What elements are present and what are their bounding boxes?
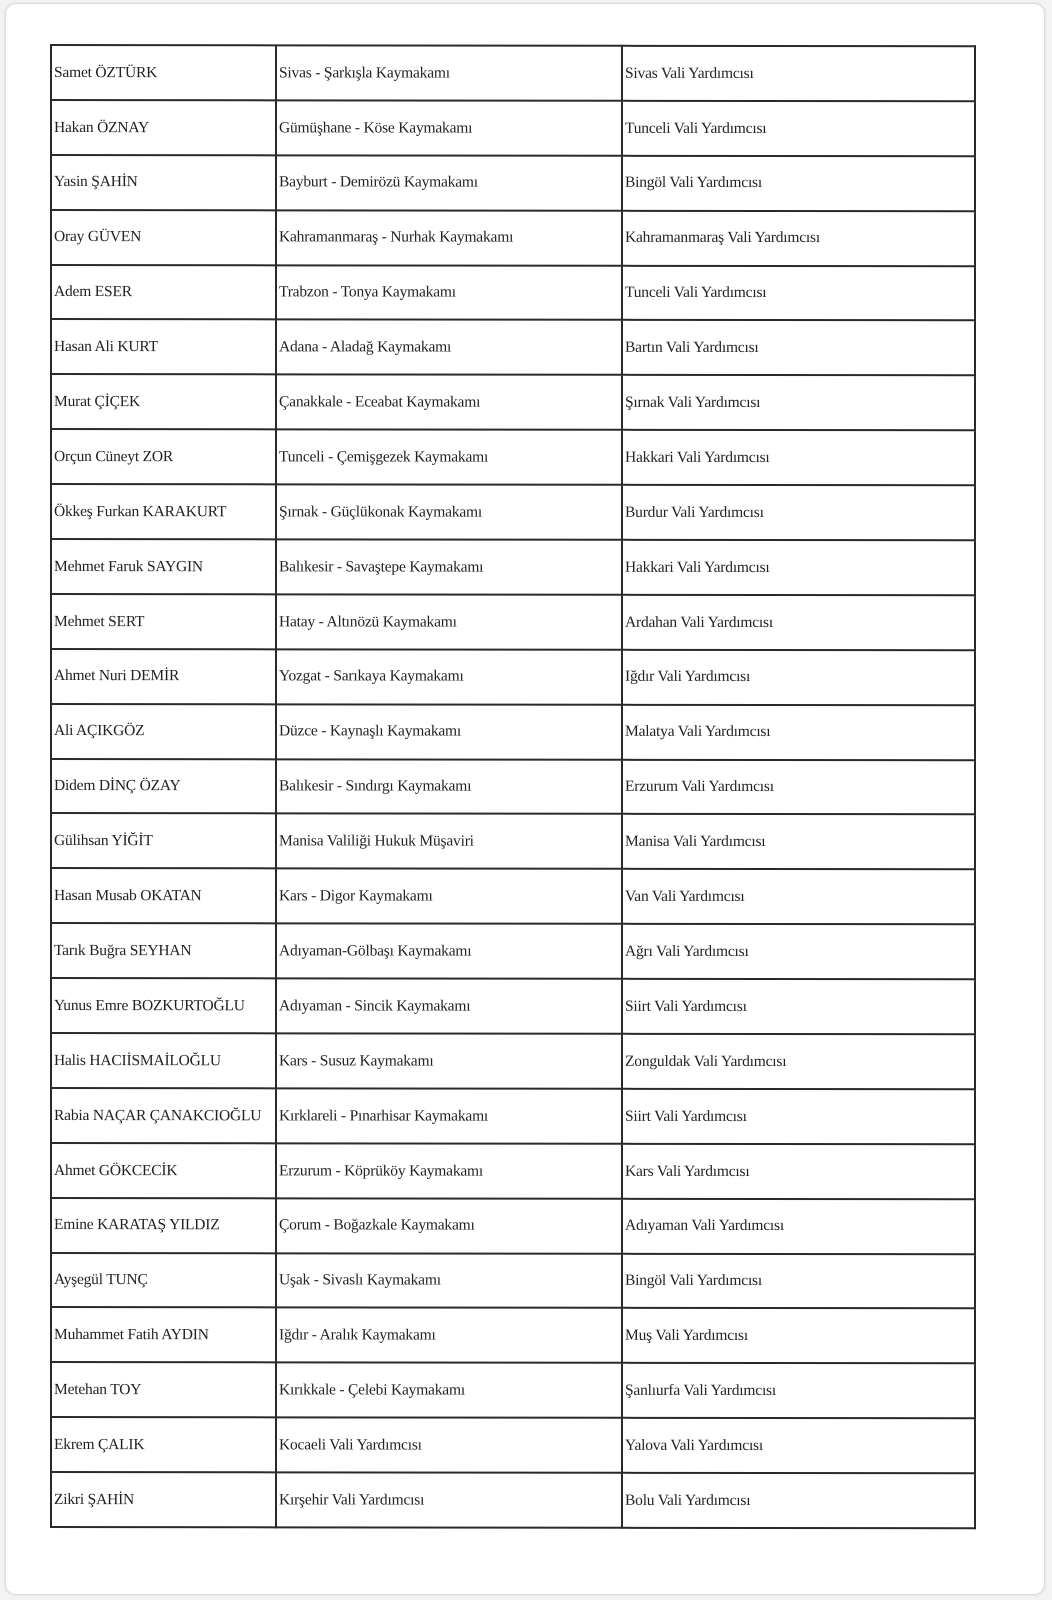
table-body (51, 45, 975, 1528)
current-position-cell: Yozgat - Sarıkaya Kaymakamı (276, 649, 622, 704)
person-name-cell: Metehan TOY (51, 1362, 276, 1417)
person-name-cell: Samet ÖZTÜRK (51, 45, 276, 100)
person-name-cell: Murat ÇİÇEK (51, 374, 276, 429)
new-position-cell: Muş Vali Yardımcısı (622, 1308, 975, 1363)
table-row (51, 45, 975, 101)
current-position-cell: Kars - Digor Kaymakamı (276, 869, 622, 924)
table-row (51, 1362, 975, 1418)
current-position-cell: Hatay - Altınözü Kaymakamı (276, 594, 622, 649)
new-position-cell: Şanlıurfa Vali Yardımcısı (622, 1363, 975, 1418)
current-position-cell: Adana - Aladağ Kaymakamı (276, 320, 622, 375)
new-position-cell: Bingöl Vali Yardımcısı (622, 1253, 975, 1308)
new-position-cell: Malatya Vali Yardımcısı (622, 704, 975, 759)
current-position-cell: Manisa Valiliği Hukuk Müşaviri (276, 814, 622, 869)
new-position-cell: Kars Vali Yardımcısı (622, 1144, 975, 1199)
current-position-cell: Tunceli - Çemişgezek Kaymakamı (276, 430, 622, 485)
new-position-cell: Şırnak Vali Yardımcısı (622, 375, 975, 430)
appointments-table (50, 44, 976, 1529)
person-name-cell: Adem ESER (51, 265, 276, 320)
current-position-cell: Çanakkale - Eceabat Kaymakamı (276, 375, 622, 430)
new-position-cell: Siirt Vali Yardımcısı (622, 1089, 975, 1144)
person-name-cell: Oray GÜVEN (51, 210, 276, 265)
current-position-cell: Adıyaman-Gölbaşı Kaymakamı (276, 924, 622, 979)
person-name-cell: Ökkeş Furkan KARAKURT (51, 484, 276, 539)
current-position-cell: Erzurum - Köprüköy Kaymakamı (276, 1143, 622, 1198)
table-row (51, 319, 975, 375)
new-position-cell: Yalova Vali Yardımcısı (622, 1418, 975, 1473)
table-row (51, 429, 975, 485)
table-row (51, 539, 975, 595)
table-row (51, 813, 975, 869)
table-row (51, 265, 975, 321)
person-name-cell: Gülihsan YİĞİT (51, 813, 276, 868)
person-name-cell: Ekrem ÇALIK (51, 1417, 276, 1472)
current-position-cell: Kırklareli - Pınarhisar Kaymakamı (276, 1088, 622, 1143)
table-row (51, 210, 975, 266)
person-name-cell: Hakan ÖZNAY (51, 100, 276, 155)
table-row (51, 100, 975, 156)
table-row (51, 1143, 975, 1199)
current-position-cell: Kırşehir Vali Yardımcısı (276, 1472, 622, 1527)
table-row (51, 759, 975, 815)
new-position-cell: Tunceli Vali Yardımcısı (622, 265, 975, 320)
person-name-cell: Ahmet GÖKCECİK (51, 1143, 276, 1198)
current-position-cell: Trabzon - Tonya Kaymakamı (276, 265, 622, 320)
current-position-cell: Balıkesir - Sındırgı Kaymakamı (276, 759, 622, 814)
person-name-cell: Didem DİNÇ ÖZAY (51, 759, 276, 814)
table-row (51, 1307, 975, 1363)
new-position-cell: Ağrı Vali Yardımcısı (622, 924, 975, 979)
person-name-cell: Zikri ŞAHİN (51, 1472, 276, 1527)
current-position-cell: Gümüşhane - Köse Kaymakamı (276, 100, 622, 155)
person-name-cell: Halis HACIİSMAİLOĞLU (51, 1033, 276, 1088)
current-position-cell: Çorum - Boğazkale Kaymakamı (276, 1198, 622, 1253)
new-position-cell: Van Vali Yardımcısı (622, 869, 975, 924)
person-name-cell: Mehmet SERT (51, 594, 276, 649)
new-position-cell: Sivas Vali Yardımcısı (622, 46, 975, 101)
current-position-cell: Kars - Susuz Kaymakamı (276, 1033, 622, 1088)
new-position-cell: Iğdır Vali Yardımcısı (622, 650, 975, 705)
person-name-cell: Hasan Musab OKATAN (51, 868, 276, 923)
table-row (51, 704, 975, 760)
new-position-cell: Tunceli Vali Yardımcısı (622, 101, 975, 156)
person-name-cell: Mehmet Faruk SAYGIN (51, 539, 276, 594)
table-row (51, 484, 975, 540)
table-row (51, 1033, 975, 1089)
new-position-cell: Hakkari Vali Yardımcısı (622, 540, 975, 595)
table-row (51, 868, 975, 924)
current-position-cell: Adıyaman - Sincik Kaymakamı (276, 978, 622, 1033)
current-position-cell: Sivas - Şarkışla Kaymakamı (276, 45, 622, 100)
new-position-cell: Hakkari Vali Yardımcısı (622, 430, 975, 485)
table-row (51, 594, 975, 650)
current-position-cell: Kahramanmaraş - Nurhak Kaymakamı (276, 210, 622, 265)
new-position-cell: Kahramanmaraş Vali Yardımcısı (622, 210, 975, 265)
new-position-cell: Burdur Vali Yardımcısı (622, 485, 975, 540)
new-position-cell: Zonguldak Vali Yardımcısı (622, 1034, 975, 1089)
current-position-cell: Uşak - Sivaslı Kaymakamı (276, 1253, 622, 1308)
current-position-cell: Şırnak - Güçlükonak Kaymakamı (276, 484, 622, 539)
table-row (51, 649, 975, 705)
current-position-cell: Bayburt - Demirözü Kaymakamı (276, 155, 622, 210)
table-row (51, 1198, 975, 1254)
new-position-cell: Bartın Vali Yardımcısı (622, 320, 975, 375)
person-name-cell: Yunus Emre BOZKURTOĞLU (51, 978, 276, 1033)
table-row (51, 1253, 975, 1309)
new-position-cell: Ardahan Vali Yardımcısı (622, 595, 975, 650)
person-name-cell: Ayşegül TUNÇ (51, 1253, 276, 1308)
table-row (51, 1472, 975, 1528)
new-position-cell: Adıyaman Vali Yardımcısı (622, 1199, 975, 1254)
table-row (51, 374, 975, 430)
current-position-cell: Kocaeli Vali Yardımcısı (276, 1418, 622, 1473)
document-page (6, 4, 1044, 1594)
table-row (51, 978, 975, 1034)
person-name-cell: Muhammet Fatih AYDIN (51, 1307, 276, 1362)
new-position-cell: Bingöl Vali Yardımcısı (622, 156, 975, 211)
person-name-cell: Yasin ŞAHİN (51, 155, 276, 210)
person-name-cell: Rabia NAÇAR ÇANAKCIOĞLU (51, 1088, 276, 1143)
person-name-cell: Ahmet Nuri DEMİR (51, 649, 276, 704)
person-name-cell: Emine KARATAŞ YILDIZ (51, 1198, 276, 1253)
new-position-cell: Manisa Vali Yardımcısı (622, 814, 975, 869)
table-row (51, 1417, 975, 1473)
table-row (51, 923, 975, 979)
current-position-cell: Kırıkkale - Çelebi Kaymakamı (276, 1363, 622, 1418)
new-position-cell: Siirt Vali Yardımcısı (622, 979, 975, 1034)
new-position-cell: Erzurum Vali Yardımcısı (622, 759, 975, 814)
current-position-cell: Düzce - Kaynaşlı Kaymakamı (276, 704, 622, 759)
person-name-cell: Orçun Cüneyt ZOR (51, 429, 276, 484)
table-row (51, 155, 975, 211)
person-name-cell: Ali AÇIKGÖZ (51, 704, 276, 759)
person-name-cell: Tarık Buğra SEYHAN (51, 923, 276, 978)
new-position-cell: Bolu Vali Yardımcısı (622, 1473, 975, 1528)
table-row (51, 1088, 975, 1144)
person-name-cell: Hasan Ali KURT (51, 319, 276, 374)
current-position-cell: Iğdır - Aralık Kaymakamı (276, 1308, 622, 1363)
current-position-cell: Balıkesir - Savaştepe Kaymakamı (276, 539, 622, 594)
